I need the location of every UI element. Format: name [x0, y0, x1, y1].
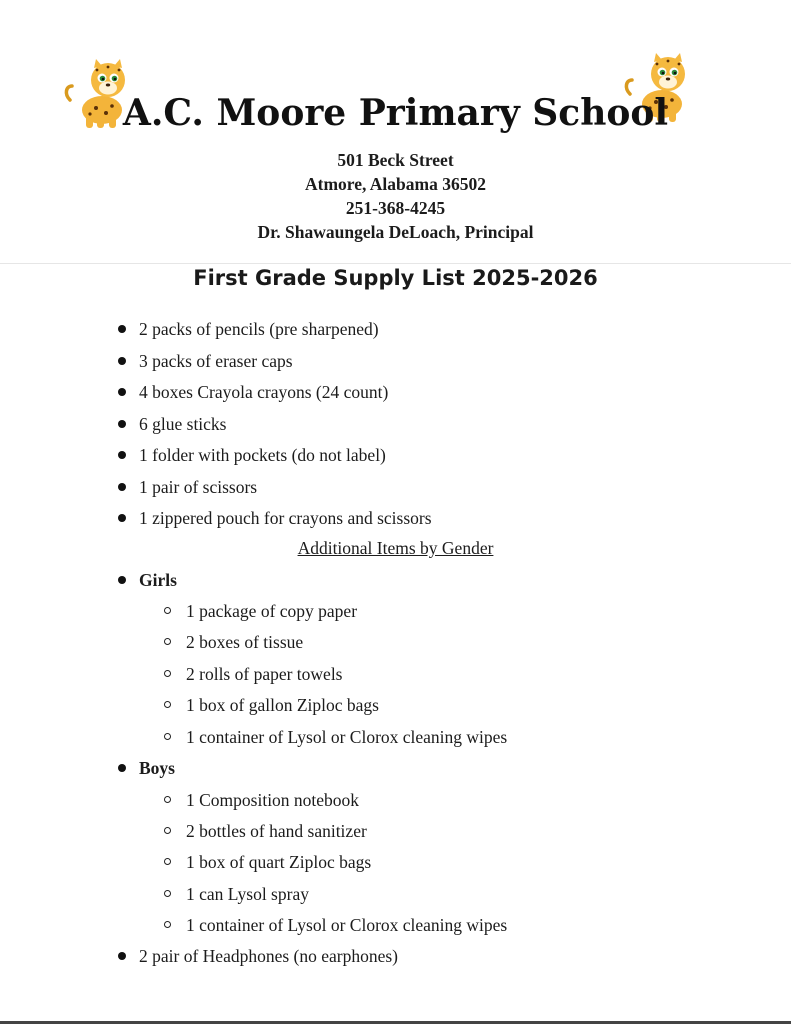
bullet-icon: [118, 514, 126, 522]
list-item-label: 1 box of gallon Ziploc bags: [186, 695, 379, 715]
additional-items-heading: Additional Items by Gender: [297, 538, 494, 558]
bullet-icon: [118, 451, 126, 459]
sub-bullet-icon: [164, 858, 171, 865]
bullet-icon: [118, 388, 126, 396]
bullet-icon: [118, 420, 126, 428]
bullet-icon: [118, 952, 126, 960]
list-item-label: 4 boxes Crayola crayons (24 count): [139, 382, 389, 402]
list-item-label: 1 container of Lysol or Clorox cleaning wipes: [186, 915, 508, 935]
sub-bullet-icon: [164, 607, 171, 614]
list-item-label: 1 zippered pouch for crayons and scissors: [139, 508, 432, 528]
bullet-icon: [118, 764, 126, 772]
sub-bullet-icon: [164, 733, 171, 740]
list-item-label: 1 can Lysol spray: [186, 884, 309, 904]
list-item-label: 1 container of Lysol or Clorox cleaning wipes: [186, 727, 508, 747]
girls-label: Girls: [139, 570, 177, 590]
list-item-label: 1 box of quart Ziploc bags: [186, 852, 372, 872]
list-item-label: 2 bottles of hand sanitizer: [186, 821, 367, 841]
sub-bullet-icon: [164, 670, 171, 677]
principal-name: Dr. Shawaungela DeLoach, Principal: [257, 222, 534, 242]
bullet-icon: [118, 357, 126, 365]
sub-bullet-icon: [164, 796, 171, 803]
bullet-icon: [118, 483, 126, 491]
sub-bullet-icon: [164, 921, 171, 928]
sub-bullet-icon: [164, 890, 171, 897]
bullet-icon: [118, 576, 126, 584]
boys-label: Boys: [139, 758, 175, 778]
school-address-block: [0, 148, 791, 244]
list-item-label: 3 packs of eraser caps: [139, 351, 293, 371]
list-item-label: 1 Composition notebook: [186, 790, 360, 810]
sub-bullet-icon: [164, 827, 171, 834]
list-item-label: 1 package of copy paper: [186, 601, 358, 621]
list-item-label: 2 rolls of paper towels: [186, 664, 343, 684]
school-name: A.C. Moore Primary School: [122, 92, 669, 134]
header-divider: [0, 263, 791, 264]
list-item-label: 1 pair of scissors: [139, 477, 258, 497]
list-item-label: 1 folder with pockets (do not label): [139, 445, 386, 465]
bullet-icon: [118, 325, 126, 333]
sub-bullet-icon: [164, 701, 171, 708]
street-address: 501 Beck Street: [337, 150, 454, 170]
final-item-label: 2 pair of Headphones (no earphones): [139, 946, 399, 966]
sub-bullet-icon: [164, 638, 171, 645]
list-item-label: 6 glue sticks: [139, 414, 227, 434]
supply-list-title: First Grade Supply List 2025-2026: [193, 266, 598, 290]
phone-number: 251-368-4245: [345, 198, 446, 218]
list-item-label: 2 packs of pencils (pre sharpened): [139, 319, 379, 339]
list-item-label: 2 boxes of tissue: [186, 632, 304, 652]
city-state-zip: Atmore, Alabama 36502: [305, 174, 486, 194]
